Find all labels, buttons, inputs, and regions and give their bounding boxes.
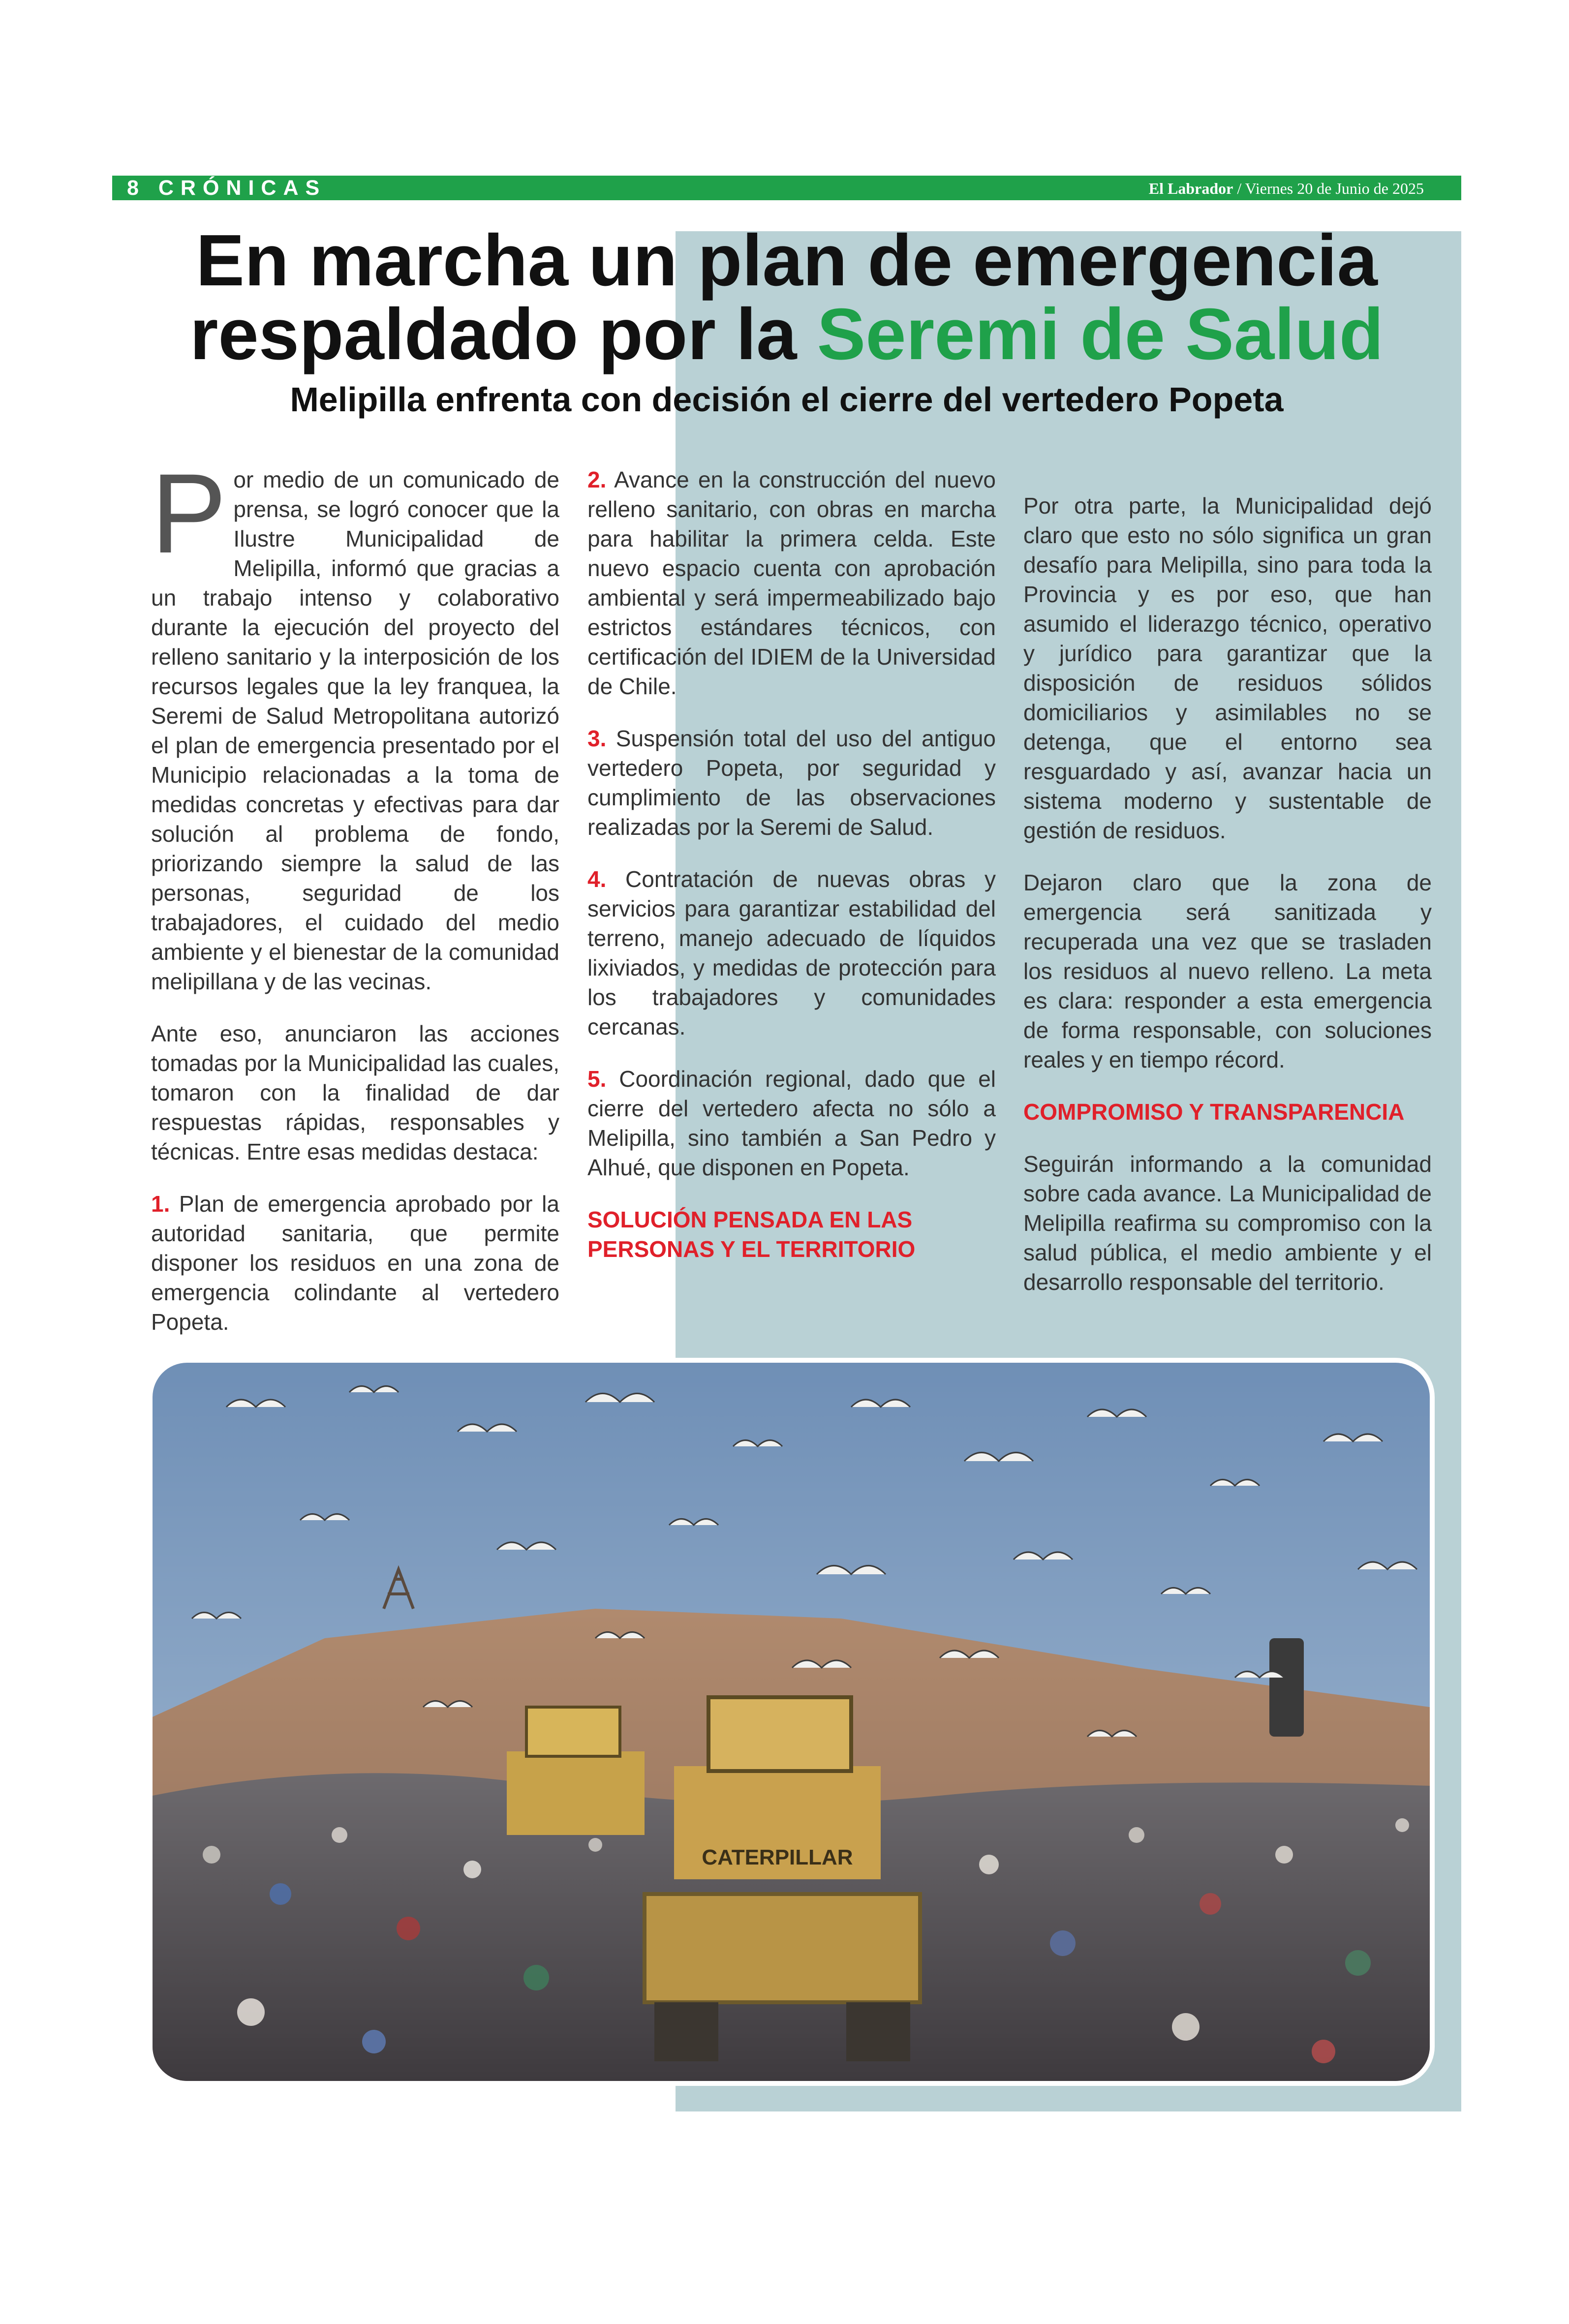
- article-paragraph-5: Seguirán informando a la comunidad sobre cada avance. La Municipalidad de Melipilla reafirma su compromiso con la salud pública, el medio ambiente y el desarrollo responsable del territorio.: [1023, 1151, 1432, 1295]
- list-number: 1.: [151, 1191, 170, 1217]
- list-item-1: 1. Plan de emergencia aprobado por la autoridad sanitaria, que permite disponer los residuos en una zona de emergencia colindante al vertedero Popeta.: [151, 1191, 559, 1335]
- list-number: 2.: [587, 467, 607, 492]
- list-number: 5.: [587, 1066, 607, 1092]
- article-paragraph-1: Por medio de un comunicado de prensa, se logró conocer que la Ilustre Municipalidad de Melipilla, informó que gracias a un trabajo intenso y colaborativo durante la ejecución del proyecto del relleno sanitario y la interposición de los recursos legales que la ley franquea, la Seremi de Salud Metropolitana autorizó el plan de emergencia presentado por el Municipio relacionadas a la toma de medidas concretas y efectivas para dar solución al problema de fondo, priorizando siempre la salud de las personas, seguridad de los trabajadores, el cuidado del medio ambiente y el bienestar de la comunidad melipillana y de las vecinas.: [151, 450, 559, 994]
- publication-name: El Labrador: [1148, 180, 1233, 197]
- article-column-2: [587, 465, 996, 1286]
- list-item-4: 4. Contratación de nuevas obras y servicios para garantizar estabilidad del terreno, manejo adecuado de líquidos lixiviados, y medidas de protección para los trabajadores y comunidades cercanas.: [587, 866, 996, 1040]
- headline-line-2-prefix: respaldado por la: [189, 294, 817, 375]
- water-tower: [1269, 1638, 1304, 1737]
- list-item-3: 3. Suspensión total del uso del antiguo vertedero Popeta, por seguridad y cumplimiento de las observaciones realizadas por la Seremi de Salud.: [587, 726, 996, 840]
- headline: [112, 220, 1461, 375]
- article-paragraph-2: Ante eso, anunciaron las acciones tomadas por la Municipalidad las cuales, tomaron con la finalidad de dar respuestas rápidas, responsables y técnicas. Entre esas medidas destaca:: [151, 1021, 559, 1164]
- list-item-5: 5. Coordinación regional, dado que el cierre del vertedero afecta no sólo a Melipilla, sino también a San Pedro y Alhué, que disponen en Popeta.: [587, 1066, 996, 1180]
- section-label: 8 CRÓNICAS: [127, 176, 327, 200]
- headline-line-1: En marcha un plan de emergencia: [196, 220, 1378, 301]
- list-number: 3.: [587, 726, 607, 751]
- article-column-1: [151, 450, 559, 1359]
- headline-highlight: Seremi de Salud: [817, 294, 1384, 375]
- subheadline: Melipilla enfrenta con decisión el cierre del vertedero Popeta: [290, 380, 1284, 419]
- drop-cap: P: [151, 450, 227, 577]
- landfill-photo: [153, 1363, 1430, 2081]
- list-number: 4.: [587, 866, 607, 892]
- article-paragraph-4: Dejaron claro que la zona de emergencia será sanitizada y recuperada una vez que se trasladen los residuos al nuevo relleno. La meta es clara: responder a esta emergencia de forma responsable, con soluciones reales y en tiempo récord.: [1023, 870, 1432, 1072]
- list-item-2: 2. Avance en la construcción del nuevo relleno sanitario, con obras en marcha para habilitar la primera celda. Este nuevo espacio cuenta con aprobación ambiental y será impermeabilizado bajo estrictos estándares técnicos, con certificación del IDIEM de la Universidad de Chile.: [587, 467, 996, 699]
- section-subhead-compromiso: COMPROMISO Y TRANSPARENCIA: [1023, 1099, 1405, 1125]
- publication-date: / Viernes 20 de Junio de 2025: [1233, 180, 1424, 197]
- article-column-3: [1023, 491, 1432, 1319]
- section-subhead-solucion: SOLUCIÓN PENSADA EN LAS PERSONAS Y EL TERRITORIO: [587, 1207, 916, 1262]
- article-paragraph-3: Por otra parte, la Municipalidad dejó claro que esto no sólo significa un gran desafío para Melipilla, sino para toda la Provincia y es por eso, que han asumido el liderazgo técnico, operativo y jurídico para garantizar que la disposición de residuos sólidos domiciliarios y asimilables no se detenga, que el entorno sea resguardado y así, avanzar hacia un sistema moderno y sustentable de gestión de residuos.: [1023, 493, 1432, 843]
- bulldozer-brand: CATERPILLAR: [702, 1845, 853, 1869]
- publication-date-line: [1149, 176, 1424, 200]
